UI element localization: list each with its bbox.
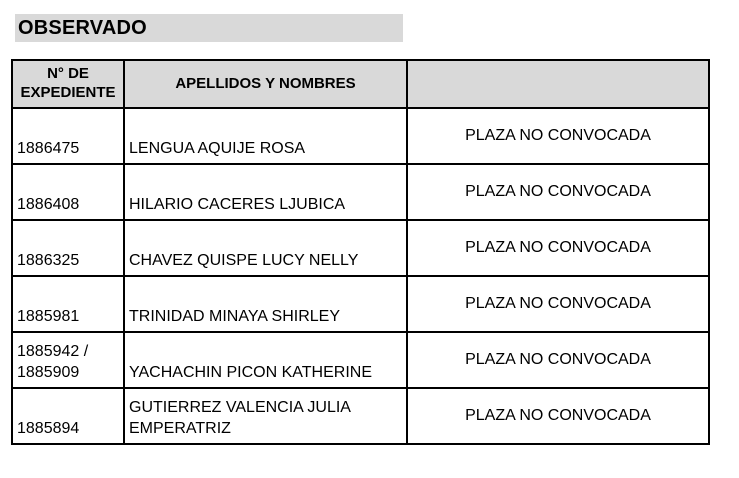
cell-nombres: TRINIDAD MINAYA SHIRLEY [124, 276, 407, 332]
cell-expediente: 1885981 [12, 276, 124, 332]
cell-estado: PLAZA NO CONVOCADA [407, 388, 709, 444]
cell-nombres: LENGUA AQUIJE ROSA [124, 108, 407, 164]
cell-expediente: 1886325 [12, 220, 124, 276]
table-header-row [12, 60, 709, 108]
cell-estado: PLAZA NO CONVOCADA [407, 108, 709, 164]
cell-expediente: 1886408 [12, 164, 124, 220]
table-row [12, 164, 709, 220]
page-title: OBSERVADO [18, 16, 147, 39]
cell-expediente: 1886475 [12, 108, 124, 164]
cell-estado: PLAZA NO CONVOCADA [407, 332, 709, 388]
table-row [12, 332, 709, 388]
cell-estado: PLAZA NO CONVOCADA [407, 220, 709, 276]
column-header-nombres: APELLIDOS Y NOMBRES [124, 60, 407, 108]
cell-expediente: 1885894 [12, 388, 124, 444]
cell-expediente: 1885942 / 1885909 [12, 332, 124, 388]
section-title-bar [15, 14, 403, 42]
table-row [12, 276, 709, 332]
cell-nombres: YACHACHIN PICON KATHERINE [124, 332, 407, 388]
cell-nombres: HILARIO CACERES LJUBICA [124, 164, 407, 220]
table-row [12, 388, 709, 444]
cell-nombres: GUTIERREZ VALENCIA JULIA EMPERATRIZ [124, 388, 407, 444]
column-header-expediente: N° DE EXPEDIENTE [12, 60, 124, 108]
table-row [12, 108, 709, 164]
cell-estado: PLAZA NO CONVOCADA [407, 164, 709, 220]
table-row [12, 220, 709, 276]
observado-table [11, 59, 710, 445]
cell-nombres: CHAVEZ QUISPE LUCY NELLY [124, 220, 407, 276]
column-header-estado [407, 60, 709, 108]
cell-estado: PLAZA NO CONVOCADA [407, 276, 709, 332]
